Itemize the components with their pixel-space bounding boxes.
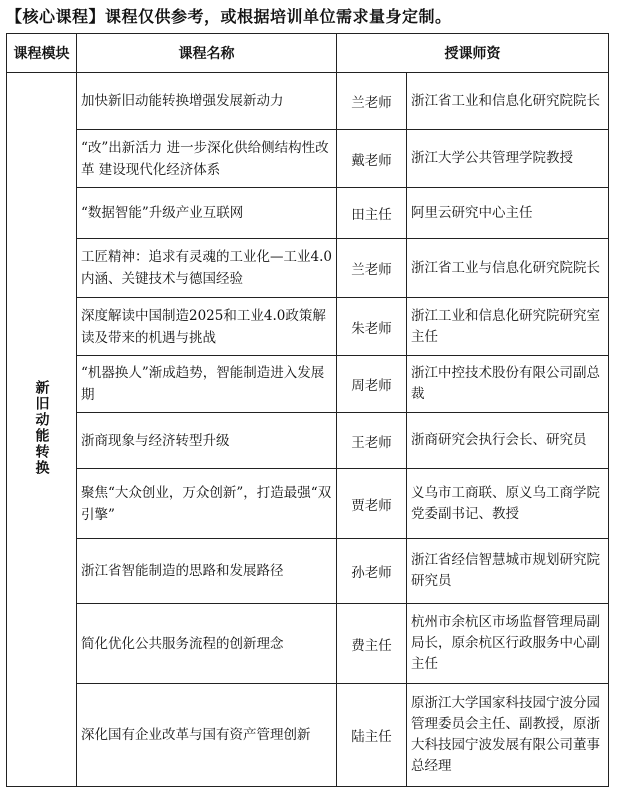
course-name: 聚焦“大众创业，万众创新”，打造最强“双引擎”	[77, 469, 337, 539]
teacher-title: 浙江省工业与信息化研究院院长	[407, 239, 609, 298]
table-row	[7, 188, 609, 239]
table-row	[7, 73, 609, 130]
course-name: “改”出新活力 进一步深化供给侧结构性改革 建设现代化经济体系	[77, 130, 337, 188]
table-row	[7, 130, 609, 188]
course-name: “数据智能”升级产业互联网	[77, 188, 337, 239]
course-table	[6, 33, 609, 787]
table-row	[7, 298, 609, 356]
module-cell	[7, 73, 77, 787]
teacher-title: 浙江大学公共管理学院教授	[407, 130, 609, 188]
header-course: 课程名称	[77, 34, 337, 73]
teacher-title: 杭州市余杭区市场监督管理局副局长，原余杭区行政服务中心副主任	[407, 604, 609, 684]
table-header-row	[7, 34, 609, 73]
teacher-title: 阿里云研究中心主任	[407, 188, 609, 239]
table-row	[7, 604, 609, 684]
table-row	[7, 413, 609, 469]
teacher-title: 浙商研究会执行会长、研究员	[407, 413, 609, 469]
teacher-name: 贾老师	[337, 469, 407, 539]
teacher-name: 周老师	[337, 356, 407, 413]
teacher-name: 陆主任	[337, 684, 407, 787]
course-name: 加快新旧动能转换增强发展新动力	[77, 73, 337, 130]
teacher-name: 朱老师	[337, 298, 407, 356]
course-name: 浙商现象与经济转型升级	[77, 413, 337, 469]
teacher-name: 兰老师	[337, 239, 407, 298]
teacher-title: 浙江省经信智慧城市规划研究院研究员	[407, 539, 609, 604]
header-instructor: 授课师资	[337, 34, 609, 73]
course-name: 工匠精神：追求有灵魂的工业化—工业4.0内涵、关键技术与德国经验	[77, 239, 337, 298]
course-name: 深化国有企业改革与国有资产管理创新	[77, 684, 337, 787]
module-label: 新旧动能转换	[33, 379, 50, 476]
course-name: “机器换人”渐成趋势，智能制造进入发展期	[77, 356, 337, 413]
table-row	[7, 356, 609, 413]
teacher-title: 浙江中控技术股份有限公司副总裁	[407, 356, 609, 413]
teacher-name: 费主任	[337, 604, 407, 684]
teacher-name: 孙老师	[337, 539, 407, 604]
teacher-title: 原浙江大学国家科技园宁波分园管理委员会主任、副教授，原浙大科技园宁波发展有限公司董事总经理	[407, 684, 609, 787]
teacher-name: 兰老师	[337, 73, 407, 130]
course-name: 简化优化公共服务流程的创新理念	[77, 604, 337, 684]
teacher-title: 浙江工业和信息化研究院研究室主任	[407, 298, 609, 356]
table-row	[7, 539, 609, 604]
header-module: 课程模块	[7, 34, 77, 73]
table-row	[7, 469, 609, 539]
teacher-title: 浙江省工业和信息化研究院院长	[407, 73, 609, 130]
course-name: 浙江省智能制造的思路和发展路径	[77, 539, 337, 604]
teacher-name: 王老师	[337, 413, 407, 469]
table-row	[7, 684, 609, 787]
teacher-title: 义乌市工商联、原义乌工商学院党委副书记、教授	[407, 469, 609, 539]
teacher-name: 田主任	[337, 188, 407, 239]
table-row	[7, 239, 609, 298]
teacher-name: 戴老师	[337, 130, 407, 188]
course-name: 深度解读中国制造2025和工业4.0政策解读及带来的机遇与挑战	[77, 298, 337, 356]
page-heading: 【核心课程】课程仅供参考，或根据培训单位需求量身定制。	[6, 7, 452, 26]
